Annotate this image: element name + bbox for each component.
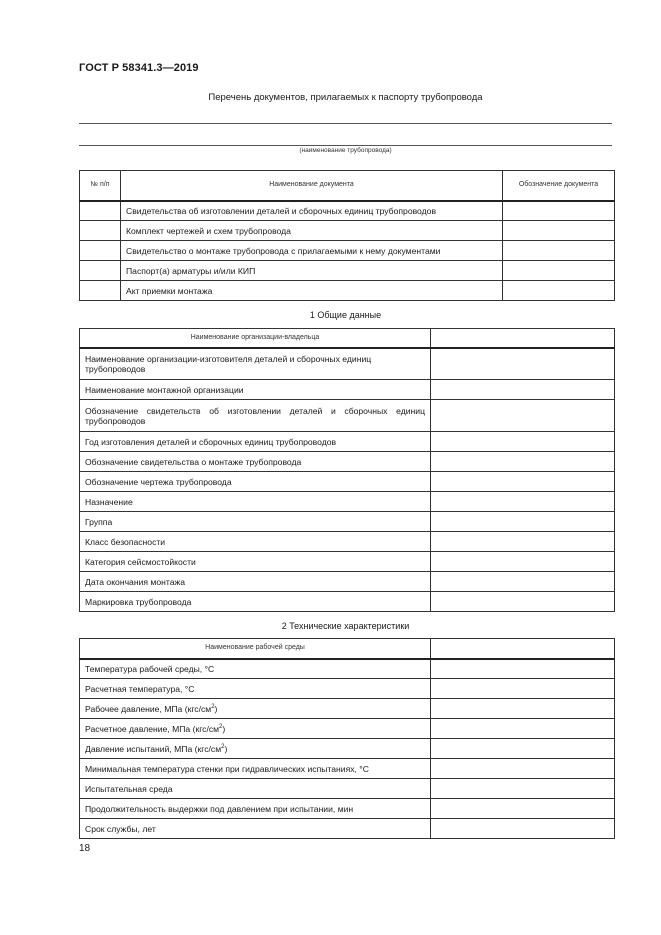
field-value-cell[interactable] <box>431 472 615 492</box>
medium-value-cell[interactable] <box>431 639 615 659</box>
documents-table <box>79 170 615 301</box>
owner-value-cell[interactable] <box>431 329 615 348</box>
col-designation-header: Обозначение документа <box>503 171 615 201</box>
field-value-cell[interactable] <box>431 532 615 552</box>
section-1-title: 1 Общие данные <box>309 310 382 320</box>
documents-table-header <box>80 171 615 201</box>
table-row <box>80 779 615 799</box>
field-label <box>80 779 431 799</box>
field-label: Назначение <box>80 492 431 512</box>
table-row <box>80 492 615 512</box>
table-row <box>80 719 615 739</box>
superscript: 2 <box>211 703 215 710</box>
col-number-header: № п/п <box>80 171 121 201</box>
field-value-cell[interactable] <box>431 759 615 779</box>
field-value-cell[interactable] <box>431 779 615 799</box>
field-label: Дата окончания монтажа <box>80 572 431 592</box>
designation-cell[interactable] <box>503 201 615 221</box>
field-label: Группа <box>80 512 431 532</box>
field-text: Испытательная среда <box>85 783 173 794</box>
owner-label: Наименование организации-владельца <box>80 329 431 348</box>
field-value-cell[interactable] <box>431 348 615 380</box>
field-label: Год изготовления деталей и сборочных единиц трубопроводов <box>80 432 431 452</box>
table-row <box>80 201 615 221</box>
fill-line-2[interactable] <box>79 145 612 146</box>
table-row <box>80 221 615 241</box>
table-row <box>80 241 615 261</box>
field-label <box>80 759 431 779</box>
table-row <box>80 432 615 452</box>
field-text: Давление испытаний, МПа (кгс/см <box>85 743 222 754</box>
field-text: Рабочее давление, МПа (кгс/см <box>85 703 212 714</box>
table-row <box>80 281 615 301</box>
field-label <box>80 739 431 759</box>
field-text: Продолжительность выдержки под давлением при испытании, мин <box>85 803 354 814</box>
field-value-cell[interactable] <box>431 659 615 679</box>
field-value-cell[interactable] <box>431 492 615 512</box>
medium-label: Наименование рабочей среды <box>80 639 431 659</box>
table-row <box>80 400 615 432</box>
field-label: Обозначение свидетельств об изготовлении деталей и сборочных единиц трубопроводов <box>80 400 431 432</box>
table-row <box>80 699 615 719</box>
table-row <box>80 512 615 532</box>
field-label: Маркировка трубопровода <box>80 592 431 612</box>
document-name-cell: Свидетельства об изготовлении деталей и сборочных единиц трубопроводов <box>121 201 503 221</box>
owner-row <box>80 329 615 348</box>
field-value-cell[interactable] <box>431 380 615 400</box>
field-value-cell[interactable] <box>431 432 615 452</box>
field-value-cell[interactable] <box>431 699 615 719</box>
table-row <box>80 348 615 380</box>
section-2-title: 2 Технические характеристики <box>281 621 410 631</box>
designation-cell[interactable] <box>503 221 615 241</box>
standard-code: ГОСТ Р 58341.3—2019 <box>79 62 199 74</box>
field-label <box>80 799 431 819</box>
row-number-cell[interactable] <box>80 201 121 221</box>
field-text: Расчетное давление, МПа (кгс/см <box>85 723 220 734</box>
designation-cell[interactable] <box>503 281 615 301</box>
field-value-cell[interactable] <box>431 400 615 432</box>
field-value-cell[interactable] <box>431 679 615 699</box>
medium-row <box>80 639 615 659</box>
row-number-cell[interactable] <box>80 281 121 301</box>
document-title: Перечень документов, прилагаемых к паспорту трубопровода <box>208 92 483 103</box>
field-value-cell[interactable] <box>431 799 615 819</box>
field-label <box>80 659 431 679</box>
field-value-cell[interactable] <box>431 819 615 839</box>
table-row <box>80 552 615 572</box>
field-text: Расчетная температура, °С <box>85 683 195 694</box>
row-number-cell[interactable] <box>80 261 121 281</box>
table-row <box>80 380 615 400</box>
field-value-cell[interactable] <box>431 739 615 759</box>
superscript: 2 <box>219 723 223 730</box>
fill-line-1[interactable] <box>79 123 612 124</box>
document-name-cell: Паспорт(а) арматуры и/или КИП <box>121 261 503 281</box>
field-value-cell[interactable] <box>431 512 615 532</box>
field-value-cell[interactable] <box>431 719 615 739</box>
field-value-cell[interactable] <box>431 452 615 472</box>
field-text-tail: ) <box>214 703 218 714</box>
table-row <box>80 592 615 612</box>
field-label <box>80 719 431 739</box>
col-document-name-header: Наименование документа <box>121 171 503 201</box>
field-value-cell[interactable] <box>431 572 615 592</box>
document-name-cell: Свидетельство о монтаже трубопровода с прилагаемыми к нему документами <box>121 241 503 261</box>
superscript: 2 <box>221 743 225 750</box>
field-text: Срок службы, лет <box>85 823 156 834</box>
field-text: Температура рабочей среды, °С <box>85 663 215 674</box>
field-label: Наименование организации-изготовителя деталей и сборочных единиц трубопроводов <box>80 348 431 380</box>
field-label <box>80 699 431 719</box>
table-row <box>80 759 615 779</box>
field-label: Обозначение свидетельства о монтаже трубопровода <box>80 452 431 472</box>
field-label: Класс безопасности <box>80 532 431 552</box>
row-number-cell[interactable] <box>80 221 121 241</box>
field-label: Обозначение чертежа трубопровода <box>80 472 431 492</box>
table-row <box>80 819 615 839</box>
field-label <box>80 679 431 699</box>
field-text: Минимальная температура стенки при гидравлических испытаниях, °С <box>85 763 369 774</box>
table-row <box>80 799 615 819</box>
general-data-table <box>79 328 615 612</box>
pipeline-name-caption: (наименование трубопровода) <box>299 147 392 154</box>
field-label: Наименование монтажной организации <box>80 380 431 400</box>
table-row <box>80 452 615 472</box>
table-row <box>80 739 615 759</box>
page-number: 18 <box>79 843 91 854</box>
field-text-tail: ) <box>224 743 228 754</box>
table-row <box>80 532 615 552</box>
field-value-cell[interactable] <box>431 552 615 572</box>
field-label <box>80 819 431 839</box>
designation-cell[interactable] <box>503 241 615 261</box>
designation-cell[interactable] <box>503 261 615 281</box>
table-row <box>80 261 615 281</box>
row-number-cell[interactable] <box>80 241 121 261</box>
document-name-cell: Акт приемки монтажа <box>121 281 503 301</box>
technical-characteristics-table <box>79 638 615 839</box>
field-label: Категория сейсмостойкости <box>80 552 431 572</box>
table-row <box>80 679 615 699</box>
table-row <box>80 472 615 492</box>
table-row <box>80 659 615 679</box>
field-text-tail: ) <box>222 723 226 734</box>
table-row <box>80 572 615 592</box>
document-name-cell: Комплект чертежей и схем трубопровода <box>121 221 503 241</box>
field-value-cell[interactable] <box>431 592 615 612</box>
